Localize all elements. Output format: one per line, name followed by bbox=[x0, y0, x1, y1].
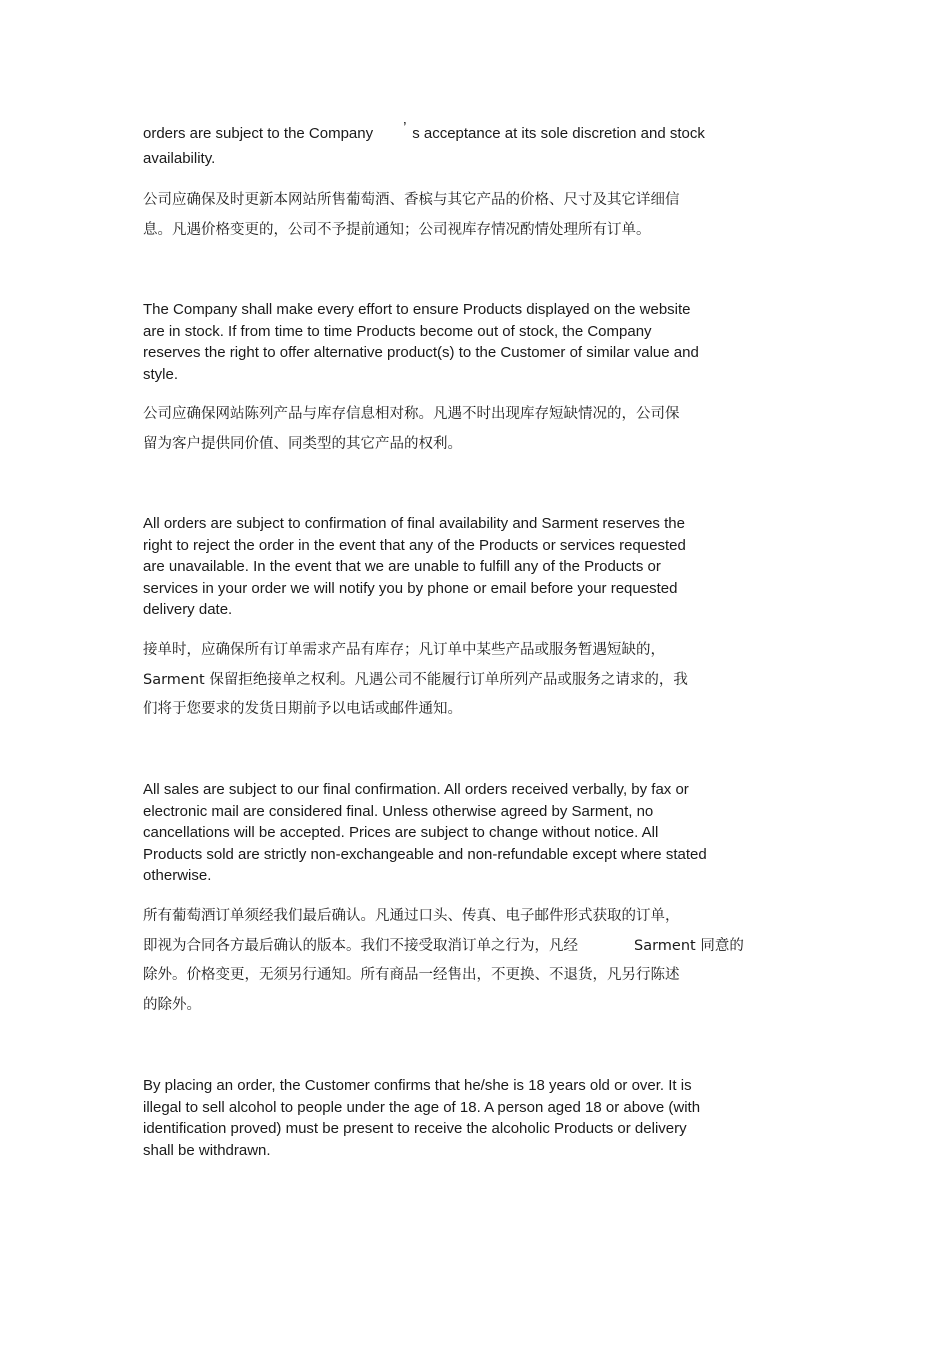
text-line: 所有葡萄酒订单须经我们最后确认。凡通过口头、传真、电子邮件形式获取的订单， bbox=[143, 908, 680, 924]
text-line: reserves the right to offer alternative product(s) to the Customer of similar value and bbox=[143, 344, 699, 361]
text-line: Sarment 保留拒绝接单之权利。凡遇公司不能履行订单所列产品或服务之请求的，我 bbox=[143, 671, 688, 688]
text-line: services in your order we will notify you by phone or email before your requested bbox=[143, 579, 678, 597]
text-line: availability. bbox=[143, 149, 216, 167]
text-line: orders are subject to the Company bbox=[143, 125, 374, 142]
paragraph-stock-en bbox=[143, 299, 773, 385]
text-line: 公司应确保网站陈列产品与库存信息相对称。凡遇不时出现库存短缺情况的，公司保 bbox=[143, 406, 680, 422]
paragraph-availability-en bbox=[143, 513, 773, 621]
text-line: cancellations will be accepted. Prices are subject to change without notice. All bbox=[143, 824, 659, 841]
text-line: 的除外。 bbox=[143, 996, 201, 1013]
paragraph-sales-en bbox=[143, 779, 773, 887]
text-line: electronic mail are considered final. Unless otherwise agreed by Sarment, no bbox=[143, 802, 654, 820]
paragraph-order-acceptance-en bbox=[143, 119, 773, 169]
text-line: right to reject the order in the event that any of the Products or services requested bbox=[143, 536, 686, 554]
text-line: By placing an order, the Customer confirms that he/she is 18 years old or over. It is bbox=[143, 1077, 692, 1094]
text-line: 接单时，应确保所有订单需求产品有库存；凡订单中某些产品或服务暂遇短缺的， bbox=[143, 642, 665, 658]
text-line: are unavailable. In the event that we are unable to fulfill any of the Products or bbox=[143, 558, 661, 575]
text-line: s acceptance at its sole discretion and stock bbox=[412, 125, 705, 142]
text-line: 留为客户提供同价值、同类型的其它产品的权利。 bbox=[143, 435, 462, 452]
text-line: identification proved) must be present to receive the alcoholic Products or delivery bbox=[143, 1120, 687, 1137]
paragraph-age-en bbox=[143, 1075, 773, 1161]
text-line: delivery date. bbox=[143, 601, 233, 618]
apostrophe-glyph: ’ bbox=[403, 119, 407, 136]
text-line: All sales are subject to our final confirmation. All orders received verbally, by fax or bbox=[143, 781, 689, 798]
paragraph-availability-zh bbox=[143, 636, 823, 725]
paragraph-sales-zh bbox=[143, 902, 823, 1020]
paragraph-stock-zh bbox=[143, 400, 823, 459]
text-line: 除外。价格变更，无须另行通知。所有商品一经售出，不更换、不退货，凡另行陈述 bbox=[143, 967, 680, 983]
text-line: The Company shall make every effort to ensure Products displayed on the website bbox=[143, 301, 691, 318]
text-line: 公司应确保及时更新本网站所售葡萄酒、香槟与其它产品的价格、尺寸及其它详细信 bbox=[143, 192, 680, 208]
text-line: are in stock. If from time to time Products become out of stock, the Company bbox=[143, 322, 652, 340]
text-line: 即视为合同各方最后确认的版本。我们不接受取消订单之行为，凡经 bbox=[143, 937, 578, 954]
text-line: All orders are subject to confirmation of final availability and Sarment reserves the bbox=[143, 515, 685, 532]
text-line: 息。凡遇价格变更的，公司不予提前通知；公司视库存情况酌情处理所有订单。 bbox=[143, 221, 651, 238]
text-line: Sarment 同意的 bbox=[634, 937, 744, 954]
paragraph-price-update-zh bbox=[143, 186, 823, 245]
text-line: shall be withdrawn. bbox=[143, 1141, 271, 1159]
text-line: illegal to sell alcohol to people under the age of 18. A person aged 18 or above (with bbox=[143, 1098, 701, 1116]
text-line: style. bbox=[143, 365, 179, 383]
text-line: Products sold are strictly non-exchangeable and non-refundable except where stated bbox=[143, 845, 707, 863]
text-line: 们将于您要求的发货日期前予以电话或邮件通知。 bbox=[143, 701, 462, 717]
text-line: otherwise. bbox=[143, 867, 212, 884]
